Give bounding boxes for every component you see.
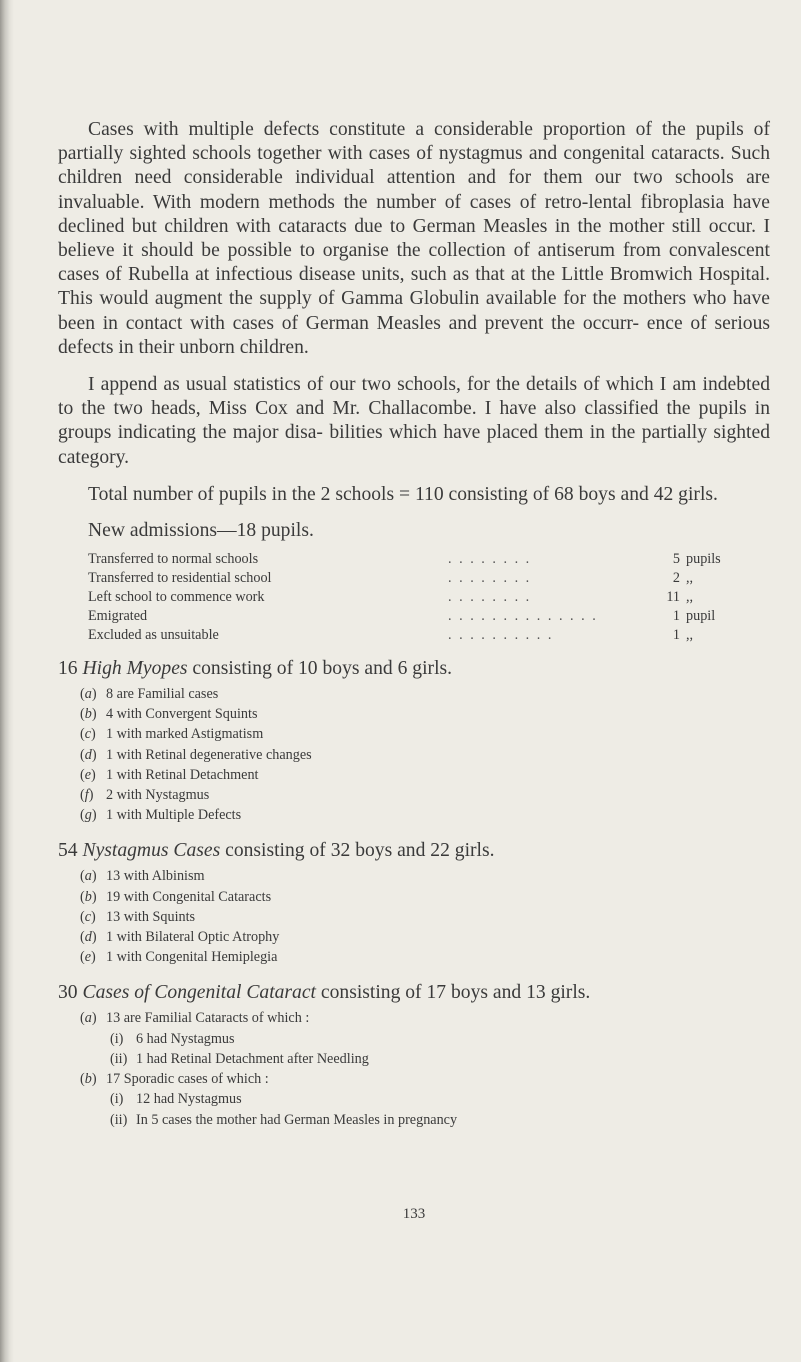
admission-count: 5 bbox=[672, 551, 680, 568]
admission-row bbox=[88, 607, 738, 626]
admission-unit: ,, bbox=[686, 570, 694, 587]
item-letter: g bbox=[84, 807, 92, 824]
item-letter: f bbox=[84, 787, 89, 804]
admissions-list bbox=[88, 550, 738, 645]
list-item: (b) 4 with Convergent Squints bbox=[80, 704, 770, 724]
admission-row bbox=[88, 626, 738, 645]
admission-label: Excluded as unsuitable bbox=[88, 627, 219, 644]
admission-unit: pupils bbox=[686, 551, 721, 568]
admission-count: 11 bbox=[666, 589, 680, 606]
list-item: (f) 2 with Nystagmus bbox=[80, 785, 770, 805]
admission-row bbox=[88, 550, 738, 569]
item-text: 13 with Albinism bbox=[106, 868, 205, 885]
item-text: 13 with Squints bbox=[106, 908, 196, 925]
group-count: 54 bbox=[58, 840, 78, 862]
item-letter: e bbox=[84, 949, 92, 966]
list-subitem bbox=[110, 1089, 770, 1109]
group-items-high-myopes bbox=[80, 684, 770, 825]
paragraph-total-pupils: Total number of pupils in the 2 schools = 110 consisting of 68 boys and 42 girls. bbox=[88, 483, 718, 505]
item-text: 1 with Congenital Hemiplegia bbox=[106, 949, 278, 966]
admission-label: Transferred to residential school bbox=[88, 570, 272, 587]
item-text: 6 had Nystagmus bbox=[136, 1030, 235, 1047]
subitem-numeral: (ii) bbox=[110, 1050, 128, 1067]
list-item: (c) 1 with marked Astigmatism bbox=[80, 724, 770, 744]
item-text: 4 with Convergent Squints bbox=[106, 706, 258, 723]
admission-leader-dots: . . . . . . . . . . bbox=[448, 627, 554, 644]
item-text: 12 had Nystagmus bbox=[136, 1091, 242, 1108]
item-letter: d bbox=[84, 746, 92, 763]
list-item: (c) 13 with Squints bbox=[80, 907, 770, 927]
item-letter: a bbox=[84, 686, 92, 703]
admission-row bbox=[88, 588, 738, 607]
item-letter: b bbox=[84, 706, 92, 723]
list-item: (e) 1 with Congenital Hemiplegia bbox=[80, 947, 770, 967]
admission-unit: pupil bbox=[686, 608, 716, 625]
list-subitem bbox=[110, 1029, 770, 1049]
subitem-numeral: (i) bbox=[110, 1091, 124, 1108]
admission-label: Transferred to normal schools bbox=[88, 551, 259, 568]
list-item: (a) 13 are Familial Cataracts of which : bbox=[80, 1008, 770, 1028]
item-text: 1 with Retinal Detachment bbox=[106, 766, 259, 783]
admission-unit: ,, bbox=[686, 589, 694, 606]
list-item: (d) 1 with Retinal degenerative changes bbox=[80, 745, 770, 765]
group-heading-high-myopes bbox=[58, 657, 770, 681]
list-item: (b) 17 Sporadic cases of which : bbox=[80, 1069, 770, 1089]
item-letter: c bbox=[84, 726, 92, 743]
admissions-title: New admissions—18 pupils. bbox=[88, 520, 314, 542]
admission-unit: ,, bbox=[686, 627, 694, 644]
group-heading-congenital-cataract bbox=[58, 981, 770, 1005]
group-name: Nystagmus Cases bbox=[82, 840, 221, 862]
group-count: 30 bbox=[58, 982, 78, 1004]
item-letter: b bbox=[84, 1071, 92, 1088]
item-text: 17 Sporadic cases of which : bbox=[106, 1071, 269, 1088]
item-text: 1 had Retinal Detachment after Needling bbox=[136, 1050, 369, 1067]
admission-leader-dots: . . . . . . . . bbox=[448, 589, 532, 606]
item-letter: b bbox=[84, 888, 92, 905]
list-subitem bbox=[110, 1049, 770, 1069]
item-text: 1 with Bilateral Optic Atrophy bbox=[106, 929, 280, 946]
item-letter: a bbox=[84, 1010, 92, 1027]
subitem-numeral: (ii) bbox=[110, 1111, 128, 1128]
page-content bbox=[58, 118, 770, 1222]
item-text: 2 with Nystagmus bbox=[106, 787, 210, 804]
list-item: (g) 1 with Multiple Defects bbox=[80, 805, 770, 825]
item-letter: c bbox=[84, 908, 92, 925]
admission-row bbox=[88, 569, 738, 588]
book-spine-shadow bbox=[0, 0, 14, 1362]
group-composition: consisting of 32 boys and 22 girls. bbox=[220, 840, 495, 862]
paragraph-multiple-defects: Cases with multiple defects constitute a considerable proportion of the pupils of partially sighted schools together with cases of nystagmus and congenital cataracts. Such children need considerable individual attention and for them our two schools are invaluable. With modern methods the number of cases of retro-lental fibroplasia have declined but children with cataracts due to German Measles in the mother still occur. I believe it should be possible to organise the collection of antiserum from convalescent cases of Rubella at infectious disease units, such as that at the Little Bromwich Hospital. This would augment the supply of Gamma Globulin available for the mothers who have been in contact with cases of German Measles and prevent the occurr- ence of serious defects in their unborn children. bbox=[58, 119, 770, 358]
item-letter: a bbox=[84, 868, 92, 885]
group-items-nystagmus bbox=[80, 866, 770, 967]
group-name: Cases of Congenital Cataract bbox=[82, 982, 316, 1004]
item-text: 1 with Multiple Defects bbox=[106, 807, 242, 824]
item-text: 1 with Retinal degenerative changes bbox=[106, 746, 312, 763]
paragraph-statistics: I append as usual statistics of our two schools, for the details of which I am indebted to the two heads, Miss Cox and Mr. Challacombe. I have also classified the pupils in groups indicating the major disa- bilities which have placed them in the partially sighted category. bbox=[58, 374, 770, 468]
list-item: (b) 19 with Congenital Cataracts bbox=[80, 887, 770, 907]
group-composition: consisting of 10 boys and 6 girls. bbox=[187, 658, 453, 680]
admission-leader-dots: . . . . . . . . bbox=[448, 570, 532, 587]
group-name: High Myopes bbox=[82, 658, 188, 680]
list-item: (e) 1 with Retinal Detachment bbox=[80, 765, 770, 785]
page-number: 133 bbox=[402, 1206, 426, 1222]
item-text: In 5 cases the mother had German Measles in pregnancy bbox=[136, 1111, 458, 1128]
admission-count: 1 bbox=[672, 627, 680, 644]
group-items-congenital-cataract bbox=[80, 1008, 770, 1129]
list-item: (d) 1 with Bilateral Optic Atrophy bbox=[80, 927, 770, 947]
admission-count: 1 bbox=[672, 608, 680, 625]
admission-label: Emigrated bbox=[88, 608, 148, 625]
admission-leader-dots: . . . . . . . . bbox=[448, 551, 532, 568]
item-text: 19 with Congenital Cataracts bbox=[106, 888, 272, 905]
admission-count: 2 bbox=[672, 570, 680, 587]
item-letter: e bbox=[84, 766, 92, 783]
item-text: 1 with marked Astigmatism bbox=[106, 726, 264, 743]
list-item: (a) 8 are Familial cases bbox=[80, 684, 770, 704]
admission-leader-dots: . . . . . . . . . . . . . . bbox=[448, 608, 598, 625]
item-text: 8 are Familial cases bbox=[106, 686, 219, 703]
list-subitem bbox=[110, 1110, 770, 1130]
admission-label: Left school to commence work bbox=[88, 589, 265, 606]
group-count: 16 bbox=[58, 658, 78, 680]
list-item: (a) 13 with Albinism bbox=[80, 866, 770, 886]
group-composition: consisting of 17 boys and 13 girls. bbox=[316, 982, 591, 1004]
subitem-numeral: (i) bbox=[110, 1030, 124, 1047]
group-heading-nystagmus bbox=[58, 839, 770, 863]
item-text: 13 are Familial Cataracts of which : bbox=[106, 1010, 310, 1027]
item-letter: d bbox=[84, 929, 92, 946]
